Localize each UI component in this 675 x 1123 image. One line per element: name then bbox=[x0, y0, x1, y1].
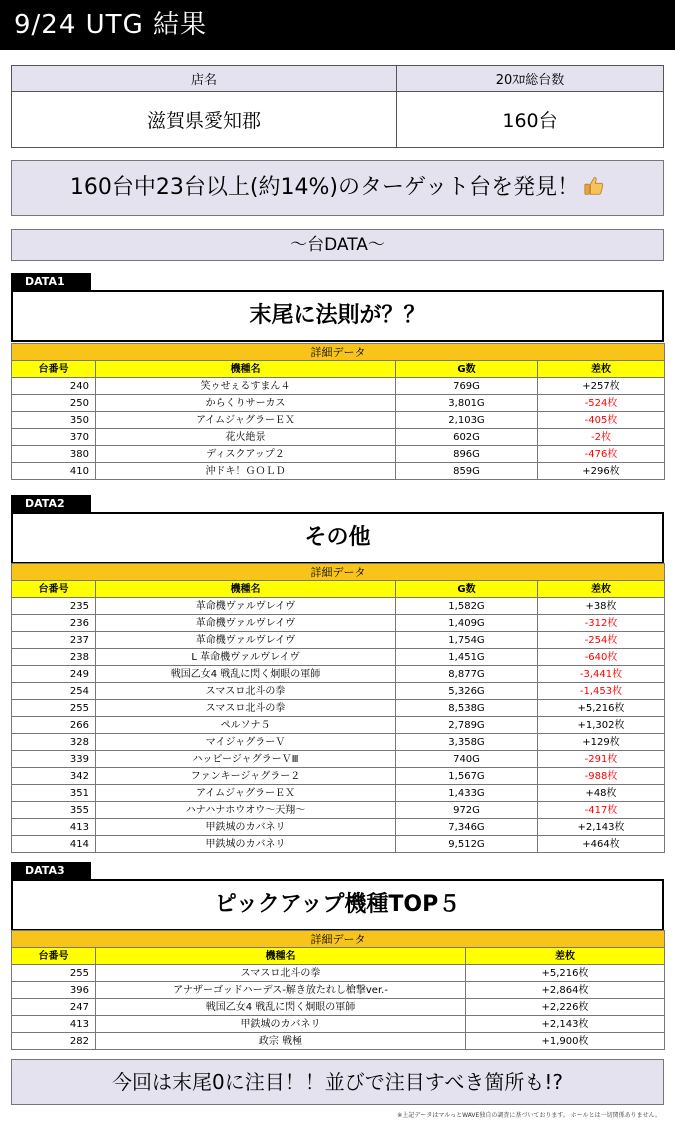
table-cell: 5,326G bbox=[396, 683, 538, 700]
table-cell: 413 bbox=[12, 1016, 96, 1033]
col-header: 差枚 bbox=[538, 581, 665, 598]
table-cell: -476枚 bbox=[538, 446, 665, 463]
table-cell: -291枚 bbox=[538, 751, 665, 768]
table-row bbox=[12, 1033, 665, 1050]
summary-text: 160台中23台以上(約14%)のターゲット台を発見！ bbox=[69, 175, 580, 200]
table-cell: 政宗 戦極 bbox=[96, 1033, 466, 1050]
data1-tag: DATA1 bbox=[11, 273, 91, 290]
table-cell: -312枚 bbox=[538, 615, 665, 632]
table-cell: 602G bbox=[396, 429, 538, 446]
table-cell: 859G bbox=[396, 463, 538, 480]
data3-tag: DATA3 bbox=[11, 862, 91, 879]
store-name-label: 店名 bbox=[12, 66, 397, 92]
table-cell: 238 bbox=[12, 649, 96, 666]
table-cell: 266 bbox=[12, 717, 96, 734]
table-cell: 2,789G bbox=[396, 717, 538, 734]
table-row bbox=[12, 785, 665, 802]
table-cell: ハッピージャグラーＶⅢ bbox=[96, 751, 396, 768]
table-cell: +2,143枚 bbox=[538, 819, 665, 836]
table-cell: 革命機ヴァルヴレイヴ bbox=[96, 615, 396, 632]
col-header: G数 bbox=[396, 581, 538, 598]
table-cell: 1,451G bbox=[396, 649, 538, 666]
table-row bbox=[12, 700, 665, 717]
table-cell: 8,538G bbox=[396, 700, 538, 717]
data2-caption: 詳細データ bbox=[12, 564, 665, 581]
table-cell: L 革命機ヴァルヴレイヴ bbox=[96, 649, 396, 666]
table-cell: からくりサーカス bbox=[96, 395, 396, 412]
table-cell: 255 bbox=[12, 700, 96, 717]
table-cell: 380 bbox=[12, 446, 96, 463]
table-cell: 花火絶景 bbox=[96, 429, 396, 446]
table-cell: 254 bbox=[12, 683, 96, 700]
store-info-table bbox=[11, 65, 664, 148]
table-row bbox=[12, 982, 665, 999]
table-cell: 9,512G bbox=[396, 836, 538, 853]
col-header: 台番号 bbox=[12, 948, 96, 965]
table-row bbox=[12, 717, 665, 734]
table-cell: 戦国乙女4 戦乱に閃く炯眼の軍師 bbox=[96, 666, 396, 683]
table-cell: 410 bbox=[12, 463, 96, 480]
data2-table bbox=[11, 563, 665, 853]
table-cell: -988枚 bbox=[538, 768, 665, 785]
table-row bbox=[12, 598, 665, 615]
data3-title: ピックアップ機種TOP５ bbox=[11, 879, 664, 931]
col-header: 機種名 bbox=[96, 948, 466, 965]
store-name: 滋賀県愛知郡 bbox=[12, 92, 397, 148]
data2-title: その他 bbox=[11, 512, 664, 564]
table-row bbox=[12, 836, 665, 853]
table-row bbox=[12, 819, 665, 836]
page-title: 9/24 UTG 結果 bbox=[14, 10, 207, 40]
table-cell: 342 bbox=[12, 768, 96, 785]
table-cell: 235 bbox=[12, 598, 96, 615]
table-cell: ディスクアップ２ bbox=[96, 446, 396, 463]
table-cell: +48枚 bbox=[538, 785, 665, 802]
table-cell: 396 bbox=[12, 982, 96, 999]
table-row bbox=[12, 649, 665, 666]
table-cell: 1,433G bbox=[396, 785, 538, 802]
table-row bbox=[12, 768, 665, 785]
table-row bbox=[12, 666, 665, 683]
table-row bbox=[12, 615, 665, 632]
conclusion-banner: 今回は末尾0に注目！！並びで注目すべき箇所も!? bbox=[11, 1059, 664, 1105]
table-cell: 3,801G bbox=[396, 395, 538, 412]
table-cell: スマスロ北斗の拳 bbox=[96, 683, 396, 700]
table-cell: 339 bbox=[12, 751, 96, 768]
table-cell: 沖ドキ！ＧＯＬＤ bbox=[96, 463, 396, 480]
table-cell: +2,226枚 bbox=[466, 999, 665, 1016]
col-header: 台番号 bbox=[12, 361, 96, 378]
table-cell: 甲鉄城のカバネリ bbox=[96, 836, 396, 853]
table-row bbox=[12, 965, 665, 982]
table-cell: アナザーゴッドハーデス-解き放たれし槍撃ver.- bbox=[96, 982, 466, 999]
table-cell: ファンキージャグラー２ bbox=[96, 768, 396, 785]
table-cell: 355 bbox=[12, 802, 96, 819]
table-cell: 8,877G bbox=[396, 666, 538, 683]
table-row bbox=[12, 1016, 665, 1033]
table-cell: 414 bbox=[12, 836, 96, 853]
table-cell: ハナハナホウオウ～天翔～ bbox=[96, 802, 396, 819]
table-row bbox=[12, 999, 665, 1016]
table-row bbox=[12, 463, 665, 480]
col-header: 機種名 bbox=[96, 581, 396, 598]
col-header: G数 bbox=[396, 361, 538, 378]
table-cell: -405枚 bbox=[538, 412, 665, 429]
table-cell: -1,453枚 bbox=[538, 683, 665, 700]
table-cell: -254枚 bbox=[538, 632, 665, 649]
table-cell: 328 bbox=[12, 734, 96, 751]
table-row bbox=[12, 446, 665, 463]
table-cell: 237 bbox=[12, 632, 96, 649]
table-cell: -3,441枚 bbox=[538, 666, 665, 683]
table-cell: -2枚 bbox=[538, 429, 665, 446]
data3-header-row bbox=[12, 948, 665, 965]
data1-caption: 詳細データ bbox=[12, 344, 665, 361]
table-row bbox=[12, 751, 665, 768]
table-row bbox=[12, 412, 665, 429]
store-total-label: 20ｽﾛ総台数 bbox=[397, 66, 664, 92]
table-cell: +296枚 bbox=[538, 463, 665, 480]
table-cell: +1,302枚 bbox=[538, 717, 665, 734]
table-cell: +2,143枚 bbox=[466, 1016, 665, 1033]
col-header: 機種名 bbox=[96, 361, 396, 378]
table-cell: 247 bbox=[12, 999, 96, 1016]
table-cell: -417枚 bbox=[538, 802, 665, 819]
table-cell: 370 bbox=[12, 429, 96, 446]
table-cell: 282 bbox=[12, 1033, 96, 1050]
table-cell: 1,754G bbox=[396, 632, 538, 649]
page-header bbox=[0, 0, 675, 50]
col-header: 差枚 bbox=[466, 948, 665, 965]
summary-banner bbox=[11, 160, 664, 216]
table-cell: +129枚 bbox=[538, 734, 665, 751]
data1-title: 末尾に法則が？？ bbox=[11, 290, 664, 342]
table-cell: 革命機ヴァルヴレイヴ bbox=[96, 632, 396, 649]
table-cell: 革命機ヴァルヴレイヴ bbox=[96, 598, 396, 615]
table-row bbox=[12, 683, 665, 700]
store-total: 160台 bbox=[397, 92, 664, 148]
table-cell: +5,216枚 bbox=[538, 700, 665, 717]
table-cell: ペルソナ５ bbox=[96, 717, 396, 734]
table-cell: アイムジャグラーＥＸ bbox=[96, 785, 396, 802]
table-cell: 250 bbox=[12, 395, 96, 412]
data1-rows bbox=[12, 378, 665, 480]
data3-table bbox=[11, 930, 665, 1050]
table-cell: 351 bbox=[12, 785, 96, 802]
table-cell: 236 bbox=[12, 615, 96, 632]
table-cell: 249 bbox=[12, 666, 96, 683]
table-cell: +38枚 bbox=[538, 598, 665, 615]
table-cell: 972G bbox=[396, 802, 538, 819]
table-cell: マイジャグラーＶ bbox=[96, 734, 396, 751]
col-header: 台番号 bbox=[12, 581, 96, 598]
table-cell: +1,900枚 bbox=[466, 1033, 665, 1050]
table-cell: 740G bbox=[396, 751, 538, 768]
table-cell: スマスロ北斗の拳 bbox=[96, 965, 466, 982]
table-cell: -640枚 bbox=[538, 649, 665, 666]
thumbs-up-icon bbox=[583, 175, 605, 197]
table-cell: 甲鉄城のカバネリ bbox=[96, 1016, 466, 1033]
data1-table bbox=[11, 343, 665, 480]
table-row bbox=[12, 395, 665, 412]
table-cell: 240 bbox=[12, 378, 96, 395]
data3-caption: 詳細データ bbox=[12, 931, 665, 948]
data2-tag: DATA2 bbox=[11, 495, 91, 512]
table-cell: 1,582G bbox=[396, 598, 538, 615]
table-cell: +464枚 bbox=[538, 836, 665, 853]
table-cell: 2,103G bbox=[396, 412, 538, 429]
data1-header-row bbox=[12, 361, 665, 378]
table-cell: 3,358G bbox=[396, 734, 538, 751]
table-cell: 255 bbox=[12, 965, 96, 982]
data3-rows bbox=[12, 965, 665, 1050]
table-cell: 413 bbox=[12, 819, 96, 836]
table-cell: 896G bbox=[396, 446, 538, 463]
table-cell: 350 bbox=[12, 412, 96, 429]
table-cell: +5,216枚 bbox=[466, 965, 665, 982]
table-row bbox=[12, 802, 665, 819]
table-row bbox=[12, 429, 665, 446]
footnote: ※上記データはマルっとWAVE独自の調査に基づいております。 ホールとは一切関係ありません。 bbox=[397, 1112, 661, 1119]
table-cell: 769G bbox=[396, 378, 538, 395]
table-cell: アイムジャグラーＥＸ bbox=[96, 412, 396, 429]
table-cell: +257枚 bbox=[538, 378, 665, 395]
table-cell: 7,346G bbox=[396, 819, 538, 836]
table-cell: 甲鉄城のカバネリ bbox=[96, 819, 396, 836]
table-row bbox=[12, 378, 665, 395]
table-cell: +2,864枚 bbox=[466, 982, 665, 999]
table-cell: -524枚 bbox=[538, 395, 665, 412]
table-cell: 笑ゥせぇるすまん４ bbox=[96, 378, 396, 395]
table-cell: 戦国乙女4 戦乱に閃く炯眼の軍師 bbox=[96, 999, 466, 1016]
data2-rows bbox=[12, 598, 665, 853]
table-cell: スマスロ北斗の拳 bbox=[96, 700, 396, 717]
col-header: 差枚 bbox=[538, 361, 665, 378]
table-cell: 1,409G bbox=[396, 615, 538, 632]
data-heading: ～台DATA～ bbox=[11, 229, 664, 261]
data2-header-row bbox=[12, 581, 665, 598]
table-cell: 1,567G bbox=[396, 768, 538, 785]
table-row bbox=[12, 734, 665, 751]
table-row bbox=[12, 632, 665, 649]
